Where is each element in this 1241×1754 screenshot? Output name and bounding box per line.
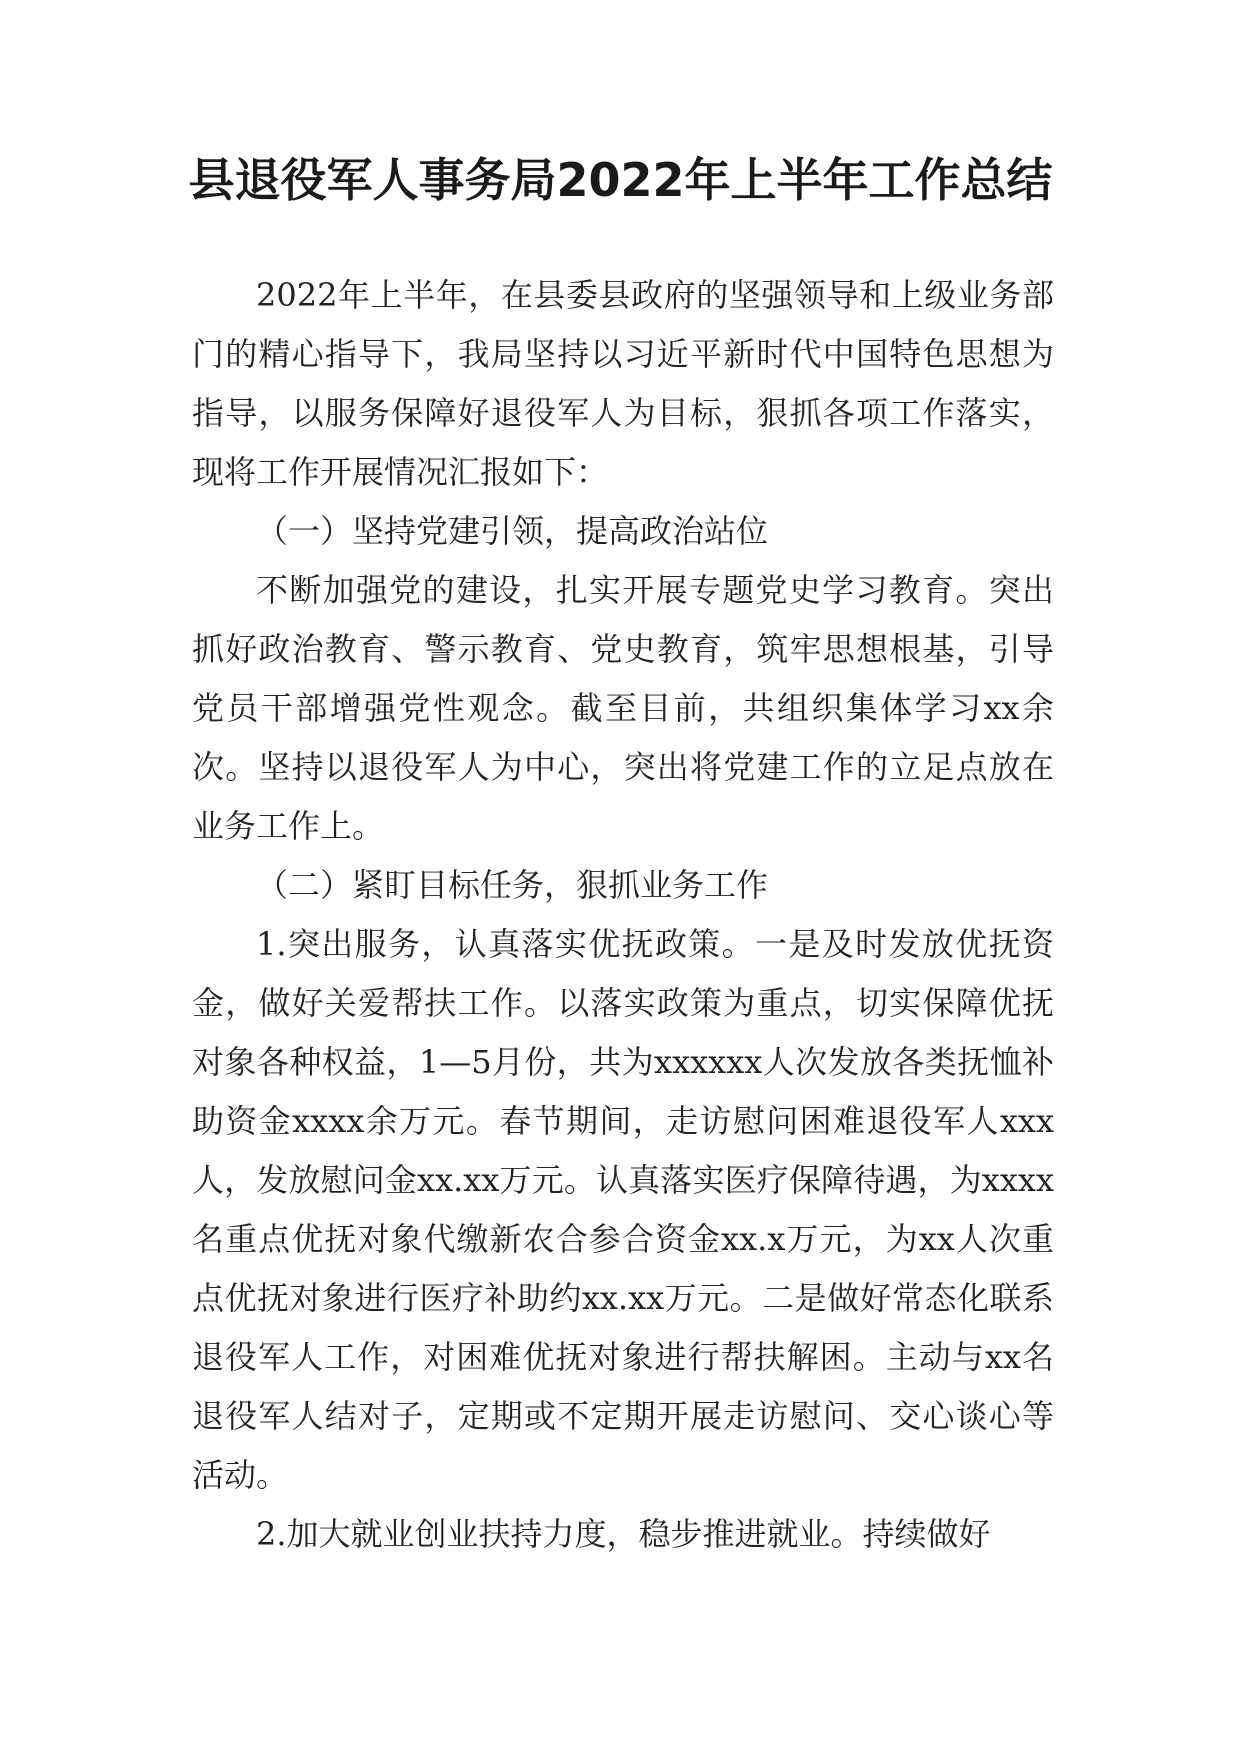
document-body bbox=[192, 266, 1054, 1564]
section-1-heading: （一）坚持党建引领，提高政治站位 bbox=[256, 512, 769, 550]
section-2-heading: （二）紧盯目标任务，狠抓业务工作 bbox=[256, 866, 769, 904]
section-2-item-1: 1.突出服务，认真落实优抚政策。一是及时发放优抚资金，做好关爱帮扶工作。以落实政策为重点，切实保障优抚对象各种权益，1—5月份，共为xxxxxx人次发放各类抚恤补助资金xxxx余万元。春节期间，走访慰问困难退役军人xxx人，发放慰问金xx.xx万元。认真落实医疗保障待遇，为xxxx名重点优抚对象代缴新农合参合资金xx.x万元，为xx人次重点优抚对象进行医疗补助约xx.xx万元。二是做好常态化联系退役军人工作，对困难优抚对象进行帮扶解困。主动与xx名退役军人结对子，定期或不定期开展走访慰问、交心谈心等活动。 bbox=[192, 925, 1054, 1494]
document-title: 县退役军人事务局2022年上半年工作总结 bbox=[188, 153, 1053, 207]
section-2-item-2: 2.加大就业创业扶持力度，稳步推进就业。持续做好 bbox=[256, 1515, 991, 1553]
intro-paragraph: 2022年上半年，在县委县政府的坚强领导和上级业务部门的精心指导下，我局坚持以习近平新时代中国特色思想为指导，以服务保障好退役军人为目标，狠抓各项工作落实，现将工作开展情况汇报如下： bbox=[192, 276, 1054, 491]
section-1-paragraph: 不断加强党的建设，扎实开展专题党史学习教育。突出抓好政治教育、警示教育、党史教育，筑牢思想根基，引导党员干部增强党性观念。截至目前，共组织集体学习xx余次。坚持以退役军人为中心，突出将党建工作的立足点放在业务工作上。 bbox=[192, 571, 1054, 845]
